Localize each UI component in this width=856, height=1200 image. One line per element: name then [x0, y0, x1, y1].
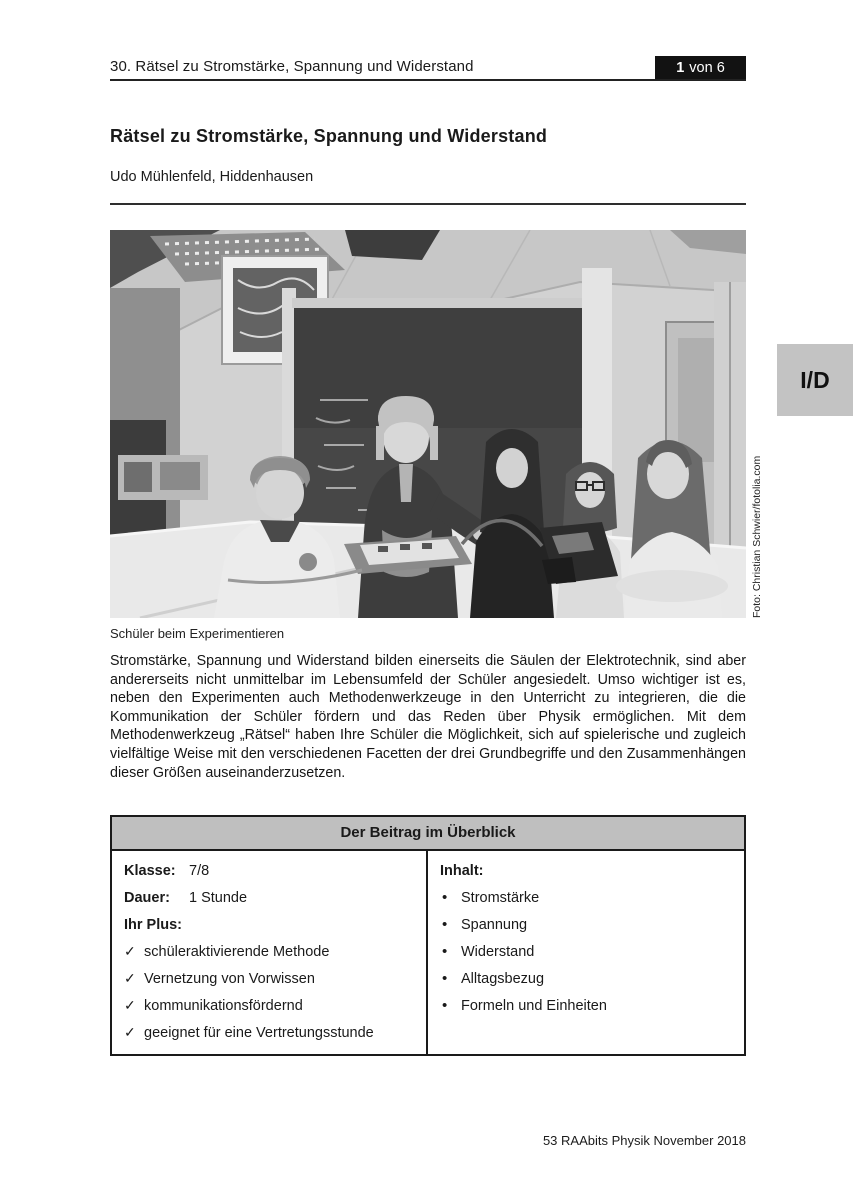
klasse-label: Klasse: — [124, 862, 176, 879]
table-row — [124, 857, 416, 884]
photo-caption: Schüler beim Experimentieren — [110, 626, 285, 641]
bullet-item-label: Spannung — [461, 916, 528, 933]
page-footer: 53 RAAbits Physik November 2018 — [542, 1133, 746, 1148]
check-item-label: kommunikationsfördernd — [144, 997, 303, 1014]
bullet-item-label: Stromstärke — [461, 889, 540, 906]
bullet-item — [440, 992, 734, 1019]
check-item — [124, 938, 416, 965]
check-icon: ✓ — [124, 943, 136, 959]
overview-table-title: Der Beitrag im Überblick — [112, 817, 744, 851]
bullet-item-label: Formeln und Einheiten — [461, 997, 607, 1014]
check-item — [124, 992, 416, 1019]
check-item-label: geeignet für eine Vertretungsstunde — [144, 1024, 374, 1041]
classroom-photo — [110, 230, 746, 618]
title-divider — [110, 203, 746, 205]
running-title: 30. Rätsel zu Stromstärke, Spannung und Widerstand — [110, 58, 474, 75]
section-tab: I/D — [777, 344, 853, 416]
photo-credit: Foto: Christian Schwier/fotolia.com — [751, 455, 763, 618]
bullet-item — [440, 938, 734, 965]
article-author: Udo Mühlenfeld, Hiddenhausen — [110, 169, 314, 185]
bullet-item-label: Widerstand — [461, 943, 535, 960]
check-icon: ✓ — [124, 1024, 136, 1040]
bullet-icon: • — [442, 943, 448, 960]
check-item-label: schüleraktivierende Methode — [144, 943, 330, 960]
bullet-icon: • — [442, 916, 448, 933]
bullet-item — [440, 911, 734, 938]
dauer-label: Dauer: — [124, 889, 170, 906]
page-number-total: von 6 — [689, 59, 725, 76]
table-row — [124, 911, 416, 938]
bullet-icon: • — [442, 970, 448, 987]
check-icon: ✓ — [124, 970, 136, 986]
bullet-item — [440, 884, 734, 911]
dauer-value: 1 Stunde — [189, 889, 248, 906]
classroom-photo-illustration — [110, 230, 746, 618]
inhalt-label: Inhalt: — [440, 862, 484, 879]
table-row — [124, 884, 416, 911]
bullet-icon: • — [442, 997, 448, 1014]
check-icon: ✓ — [124, 997, 136, 1013]
overview-table — [110, 815, 746, 1056]
check-item — [124, 965, 416, 992]
bullet-icon: • — [442, 889, 448, 906]
page-number-badge — [655, 56, 746, 79]
overview-left-column — [112, 851, 428, 1054]
article-title: Rätsel zu Stromstärke, Spannung und Widerstand — [110, 126, 548, 146]
check-item — [124, 1019, 416, 1046]
bullet-item-label: Alltagsbezug — [461, 970, 545, 987]
klasse-value: 7/8 — [189, 862, 210, 879]
page-number-current: 1 — [676, 59, 685, 76]
check-item-label: Vernetzung von Vorwissen — [144, 970, 315, 987]
bullet-item — [440, 965, 734, 992]
intro-paragraph: Stromstärke, Spannung und Widerstand bilden einerseits die Säulen der Elektrotechnik, sind aber andererseits nicht unmittelbar im Lebensumfeld der Schüler angesiedelt. Umso wichtiger ist es, neben den Experimenten auch Methodenwerkzeuge in den Unterricht zu integrieren, die die Kommunikation der Schüler fördern und das Reden über Physik ermöglichen. Mit dem Methodenwerkzeug „Rätsel“ haben Ihre Schüler die Möglichkeit, sich auf spielerische und zugleich vielfältige Weise mit den verschiedenen Facetten der drei Grundbegriffe und den Zusammenhängen dieser Größen auseinanderzusetzen. — [110, 653, 746, 781]
page-header — [110, 55, 746, 81]
overview-right-column — [428, 851, 744, 1054]
ihr-plus-label: Ihr Plus: — [124, 916, 183, 933]
table-row — [440, 857, 734, 884]
